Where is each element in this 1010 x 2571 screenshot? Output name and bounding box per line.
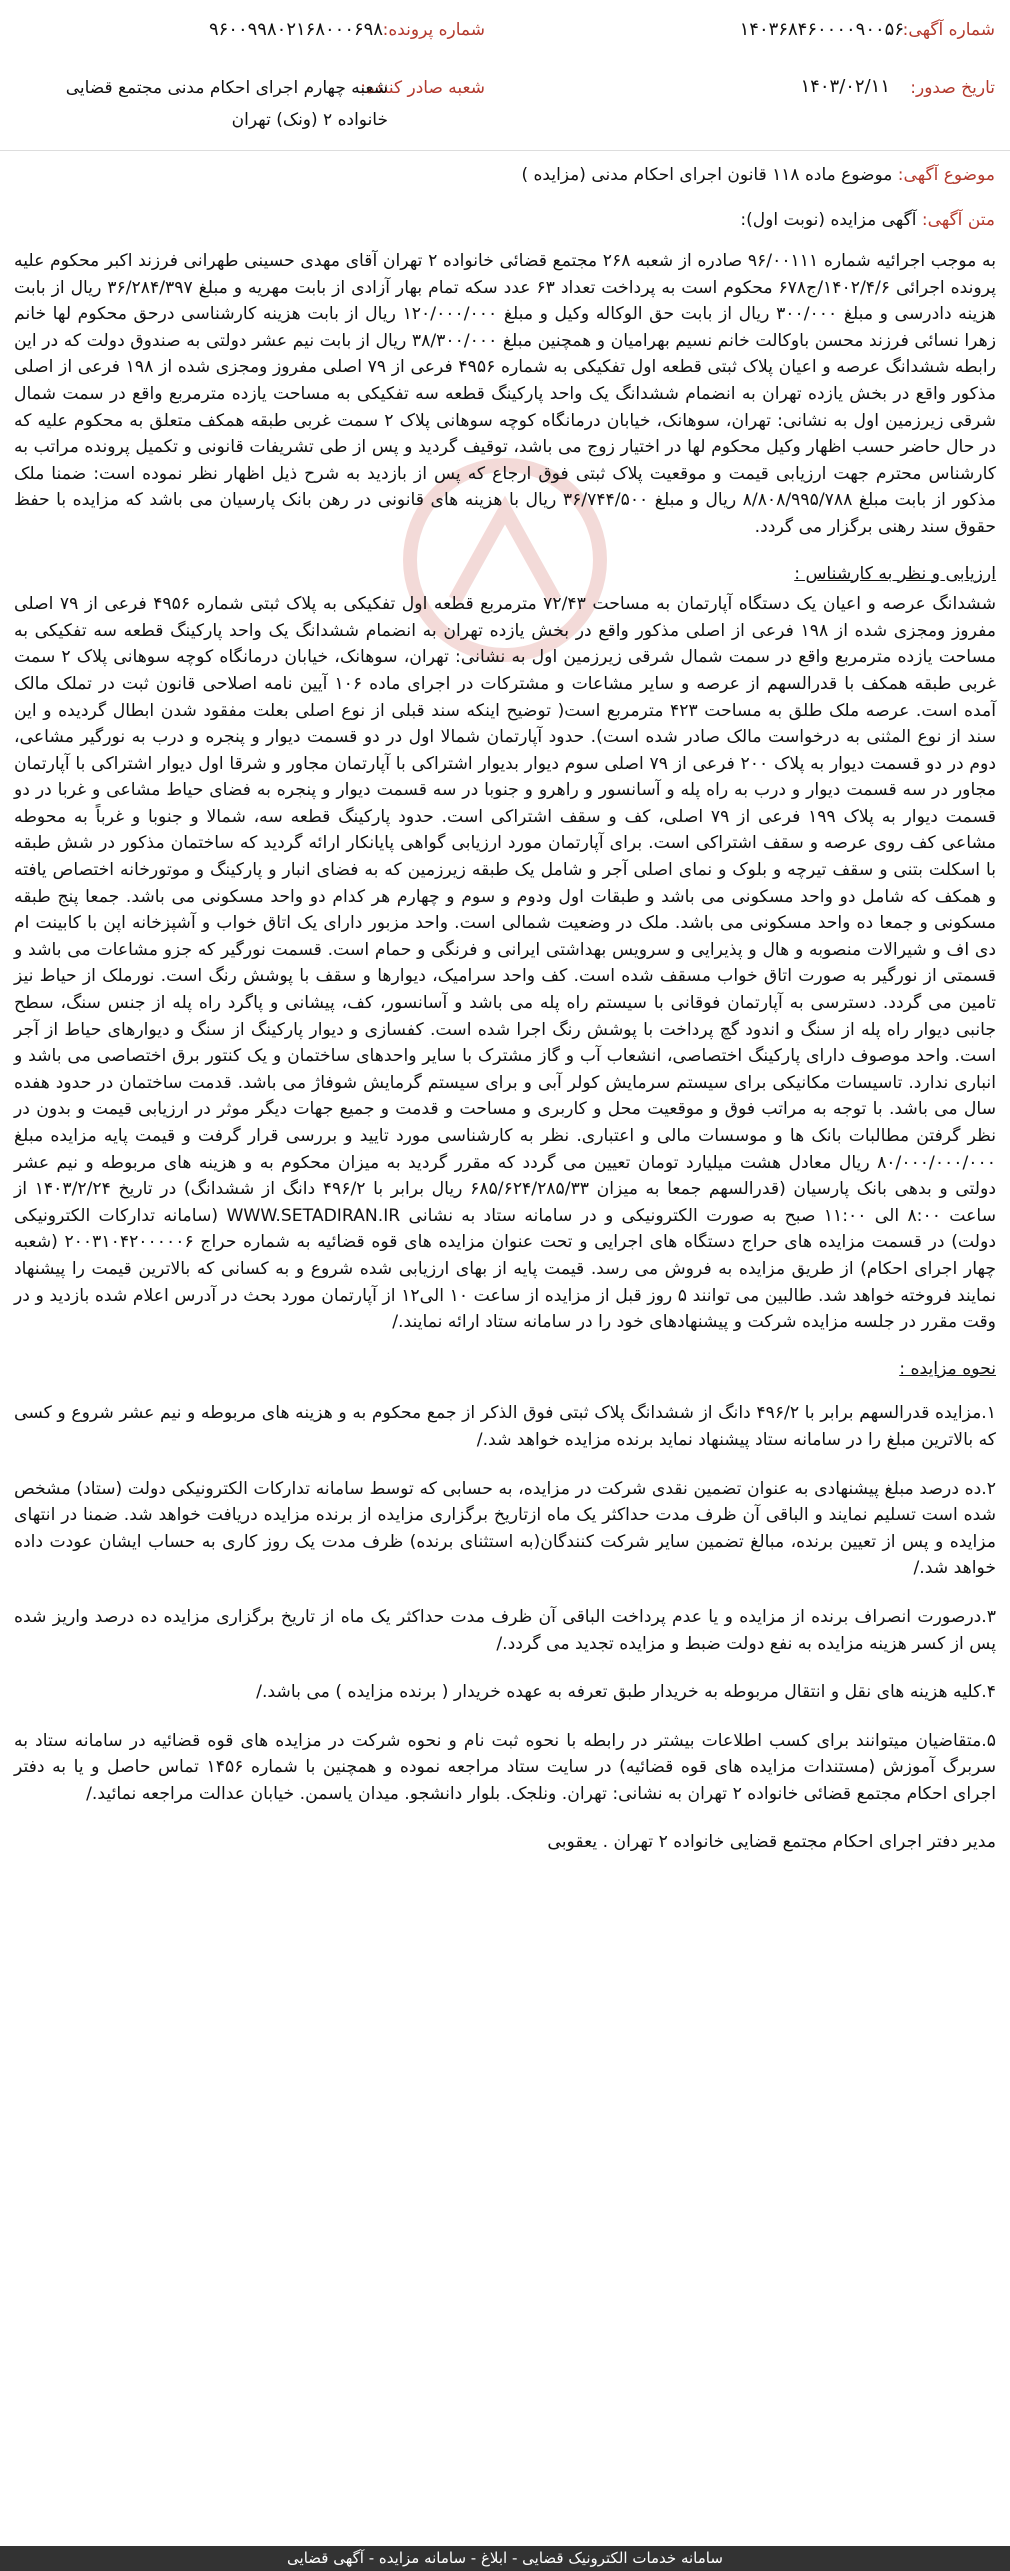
subject-label: موضوع آگهی: xyxy=(897,165,995,185)
expert-section-title: ارزیابی و نظر به کارشناس : xyxy=(794,563,996,584)
auction-section-title: نحوه مزایده : xyxy=(899,1358,996,1379)
auction-item: ۲.ده درصد مبلغ پیشنهادی به عنوان تضمین نقدی شرکت در مزایده، به حسابی که توسط سامانه تدارکات الکترونیکی دولت (ستاد) مشخص شده است تسلیم نمایند و الباقی آن ظرف مدت حداکثر یک ماه ازتاریخ برگزاری مزایده از برنده مزایده دریافت خواهد شد. ضمنا در انتهای مزایده و پس از تعیین برنده، مبالغ تضمین سایر شرکت کنندگان(به استثنای برنده) ظرف مدت یک روز کاری به حساب ایشان عودت داده خواهد شد./ xyxy=(14,1478,996,1579)
text-title: آگهی مزایده (نوبت اول): xyxy=(740,210,917,230)
subject-line xyxy=(521,165,995,185)
auction-item: ۵.متقاضیان میتوانند برای کسب اطلاعات بیشتر در رابطه با نحوه ثبت نام و نحوه شرکت در مزایده های قوه قضائیه در سامانه ستاد به سربرگ آموزش (مستندات مزایده های قوه قضائیه) در سایت ستاد مراجعه نموده و همچنین با شماره ۱۴۵۶ تماس حاصل و یا به دفتر اجرای احکام مجتمع قضائی خانواده ۲ تهران به نشانی: تهران. ونلجک. بلوار دانشجو. میدان یاسمن. خیابان عدالت مراجعه نمائید./ xyxy=(14,1730,996,1804)
file-number: ۹۶۰۰۹۹۸۰۲۱۶۸۰۰۰۶۹۸ xyxy=(208,19,383,40)
expert-paragraph: ششدانگ عرصه و اعیان یک دستگاه آپارتمان به مساحت ۷۲/۴۳ مترمربع قطعه اول تفکیکی به پلاک ثبتی شماره ۴۹۵۶ فرعی از ۷۹ اصلی مفروز ومجزی شده از ۱۹۸ فرعی از اصلی مذکور واقع در بخش یازده تهران به انضمام ششدانگ یک واحد پارکینگ قطعه سه تفکیکی به مساحت یازده مترمربع واقع در سمت شمال شرقی زیرزمین اول به نشانی: تهران، سوهانک، خیابان درمانگاه کوچه سوهانی پلاک ۲ سمت غربی طبقه همکف با قدرالسهم از عرصه و سایر مشاعات و مشترکات در اجرای ماده ۱۰۶ آیین نامه اصلاحی قانون ثبت در تملک مالک آمده است. عرصه ملک طلق به مساحت ۴۲۳ مترمربع است( توضیح اینکه سند قبلی از نوع اصلی بعلت مفقود شدن ابطال گردیده و این سند از نوع المثنی به درخواست مالک صادر شده است). حدود آپارتمان شمالا اول در دو قسمت دیوار و پنجره و درب به نورگیر مشاعی، دوم در دو قسمت دیوار به پلاک ۲۰۰ فرعی از ۷۹ اصلی سوم دیوار بدیوار اشتراکی با آپارتمان مجاور و شرقا اول دیوار اشتراکی با آپارتمان مجاور در سه قسمت دیوار و درب به راه پله و آسانسور و راهرو و جنوبا در سه قسمت دیوار و پنجره به فضای حیاط مشاعی و غربا در دو قسمت دیوار به پلاک ۱۹۹ فرعی از ۷۹ اصلی، کف و سقف اشتراکی است. حدود پارکینگ قطعه سه، شمالا و جنوبا و غرباً به محوطه مشاعی کف روی عرصه و سقف اشتراکی است. برای آپارتمان مورد ارزیابی گواهی پایانکار ارائه گردید که ساختمان مذکور در شش طبقه با اسکلت بتنی و سقف تیرچه و بلوک و نمای اصلی آجر و شامل یک طبقه زیرزمین که به فضای انبار و پارکینگ و موتورخانه اختصاص یافته و همکف که شامل دو واحد مسکونی می باشد و طبقات اول ودوم و سوم و چهارم هر کدام دو واحد مسکونی می باشد. جمعا پنج طبقه مسکونی و جمعا ده واحد مسکونی می باشد. ملک در وضعیت شمالی است. واحد مزبور دارای یک اتاق خواب و آشپزخانه اپن با کابینت ام دی اف و شیرالات منصوبه و هال و پذیرایی و سرویس بهداشتی ایرانی و فرنگی و حمام است. قسمت نورگیر که جزو مشاعات می باشد و قسمتی از نورگیر به صورت اتاق خواب مسقف شده است. کف واحد سرامیک، دیوارها و سقف با پوشش رنگ است. نورملک از حیاط نیز تامین می گردد. دسترسی به آپارتمان فوقانی با سیستم راه پله می باشد و آسانسور، کف، پیشانی و پاگرد راه پله از جنس سنگ، سطح جانبی دیوار راه پله از سنگ و اندود گچ پرداخت با پوشش رنگ اجرا شده است. کفسازی و دیوار پارکینگ از سنگ و دیوارهای حیاط از آجر است. واحد موصوف دارای پارکینگ اختصاصی، انشعاب آب و گاز مشترک با سایر واحدهای ساختمان و یک کنتور برق اختصاصی می باشد و انباری ندارد. تاسیسات مکانیکی برای سیستم سرمایش کولر آبی و برای سیستم گرمایش شوفاژ می باشد. قدمت ساختمان در حدود هفده سال می باشد. با توجه به مراتب فوق و موقعیت محل و کاربری و مساحت و قدمت و جمیع جهات دیگر موثر در ارزیابی قیمت و بدون در نظر گرفتن مطالبات بانک ها و موسسات مالی و اعتباری. نظر به کارشناسی مورد تایید و بررسی قرار گرفت و قیمت پایه مزایده مبلغ ۸۰/۰۰۰/۰۰۰/۰۰۰ ریال معادل هشت میلیارد تومان تعیین می گردد که مقرر گردید به میزان محکوم به و هزینه های مربوطه و نیم عشر دولتی و بدهی بانک پارسیان (قدرالسهم جمعا به میزان ۶۸۵/۶۲۴/۲۸۵/۳۳ ریال برابر با ۴۹۶/۲ دانگ از ششدانگ) در تاریخ ۱۴۰۳/۲/۲۴ از ساعت ۸:۰۰ الی ۱۱:۰۰ صبح به صورت الکترونیکی و در سامانه ستاد به نشانی WWW.SETADIRAN.IR (سامانه تدارکات الکترونیکی دولت) در قسمت مزایده های حراج دستگاه های اجرایی و تحت عنوان مزایده های قوه قضائیه به شماره حراج ۲۰۰۳۱۰۴۲۰۰۰۰۰۶ (شعبه چهار اجرای احکام) از طریق مزایده به فروش می رسد. قیمت پایه از بهای ارزیابی شده شروع و به کسانی که بالاترین قیمت را پیشنهاد نمایند فروخته خواهد شد. طالبین می توانند ۵ روز قبل از مزایده از ساعت ۱۰ الی۱۲ از آپارتمان مورد بحث در آدرس اعلام شده بازدید و در وقت مقرر در جلسه مزایده شرکت و پیشنهادهای خود را در سامانه ستاد ارائه نمایند./ xyxy=(14,594,997,1333)
text-title-line xyxy=(740,210,995,230)
file-number-label: شماره پرونده: xyxy=(382,20,485,40)
auction-item: ۱.مزایده قدرالسهم برابر با ۴۹۶/۲ دانگ از ششدانگ پلاک ثبتی فوق الذکر از جمع محکوم به و هزینه های مربوطه و نیم عشر شروع و کسی که بالاترین مبلغ را در سامانه ستاد پیشنهاد نماید برنده مزایده خواهد شد./ xyxy=(14,1403,996,1450)
signature: مدیر دفتر اجرای احکام مجتمع قضایی خانواده ۲ تهران . یعقوبی xyxy=(547,1832,996,1853)
issue-date: ۱۴۰۳/۰۲/۱۱ xyxy=(800,76,890,97)
intro-paragraph: به موجب اجرائیه شماره ۹۶/۰۰۱۱۱ صادره از شعبه ۲۶۸ مجتمع قضائی خانواده ۲ تهران آقای مهدی حسینی طهرانی فرزند اکبر محکوم علیه پرونده اجرائی ۱۴۰۲/۴/۶/ج۶۷۸ محکوم است به پرداخت تعداد ۶۳ عدد سکه تمام بهار آزادی از بابت مهریه و مبلغ ۳۶/۲۸۴/۳۹۷ ریال از بابت هزینه دادرسی و مبلغ ۳۰۰/۰۰۰ ریال از بابت حق الوکاله وکیل و مبلغ ۱۲۰/۰۰۰/۰۰۰ ریال از بابت هزینه کارشناسی درحق محکوم لها خانم زهرا نسائی فرزند محسن باوکالت خانم نسیم بهرامیان و همچنین مبلغ ۳۸/۳۰۰/۰۰۰ ریال از بابت نیم عشر دولتی به صندوق دولت که در این رابطه ششدانگ عرصه و اعیان پلاک ثبتی قطعه اول تفکیکی به شماره ۴۹۵۶ فرعی از ۷۹ اصلی مفروز ومجزی شده از ۱۹۸ فرعی از اصلی مذکور واقع در بخش یازده تهران به انضمام ششدانگ یک واحد پارکینگ قطعه سه تفکیکی به مساحت یازده مترمربع واقع در سمت شمال شرقی زیرزمین اول به نشانی: تهران، سوهانک، خیابان درمانگاه کوچه سوهانی پلاک ۲ سمت غربی طبقه همکف متعلق به محکوم علیه که در حال حاضر حسب اظهار وکیل محکوم لها در اختیار زوج می باشد، توقیف گردید و پس از طی تشریفات قانونی و تکمیل پرونده مراتب به کارشناس محترم جهت ارزیابی قیمت و موقعیت پلاک ثبتی فوق ارجاع که پس از بازدید به شرح ذیل اظهار نظر نموده است: ضمنا ملک مذکور از بابت مبلغ ۸/۸۰۸/۹۹۵/۷۸۸ ریال و مبلغ ۳۶/۷۴۴/۵۰۰ ریال با هزینه های قانونی در رهن بانک پارسیان می باشد که مزایده با حفظ حقوق سند رهنی برگزار می گردد. xyxy=(14,251,996,537)
notice-body xyxy=(14,248,996,1876)
ad-number: ۱۴۰۳۶۸۴۶۰۰۰۰۹۰۰۵۶ xyxy=(739,19,904,40)
text-label: متن آگهی: xyxy=(921,210,995,230)
issuing-branch-label: شعبه صادر کننده: xyxy=(360,78,485,98)
subject-value: موضوع ماده ۱۱۸ قانون اجرای احکام مدنی (مزایده ) xyxy=(521,165,893,185)
ad-number-label: شماره آگهی: xyxy=(902,20,995,40)
header-divider xyxy=(0,150,1010,151)
footer-bar: سامانه خدمات الکترونیک قضایی - ابلاغ - سامانه مزایده - آگهی قضایی xyxy=(0,2546,1010,2571)
issue-date-label: تاریخ صدور: xyxy=(910,78,995,98)
auction-item: ۴.کلیه هزینه های نقل و انتقال مربوطه به خریدار طبق تعرفه به عهده خریدار ( برنده مزایده ) می باشد./ xyxy=(256,1682,996,1703)
issuing-branch: شعبه چهارم اجرای احکام مدنی مجتمع قضایی خانواده ۲ (ونک) تهران xyxy=(65,78,388,130)
auction-item: ۳.درصورت انصراف برنده از مزایده و یا عدم پرداخت الباقی آن ظرف مدت حداکثر یک ماه از تاریخ برگزاری مزایده ده درصد واریز شده پس از کسر هزینه مزایده به نفع دولت ضبط و مزایده تجدید می گردد./ xyxy=(14,1606,996,1654)
